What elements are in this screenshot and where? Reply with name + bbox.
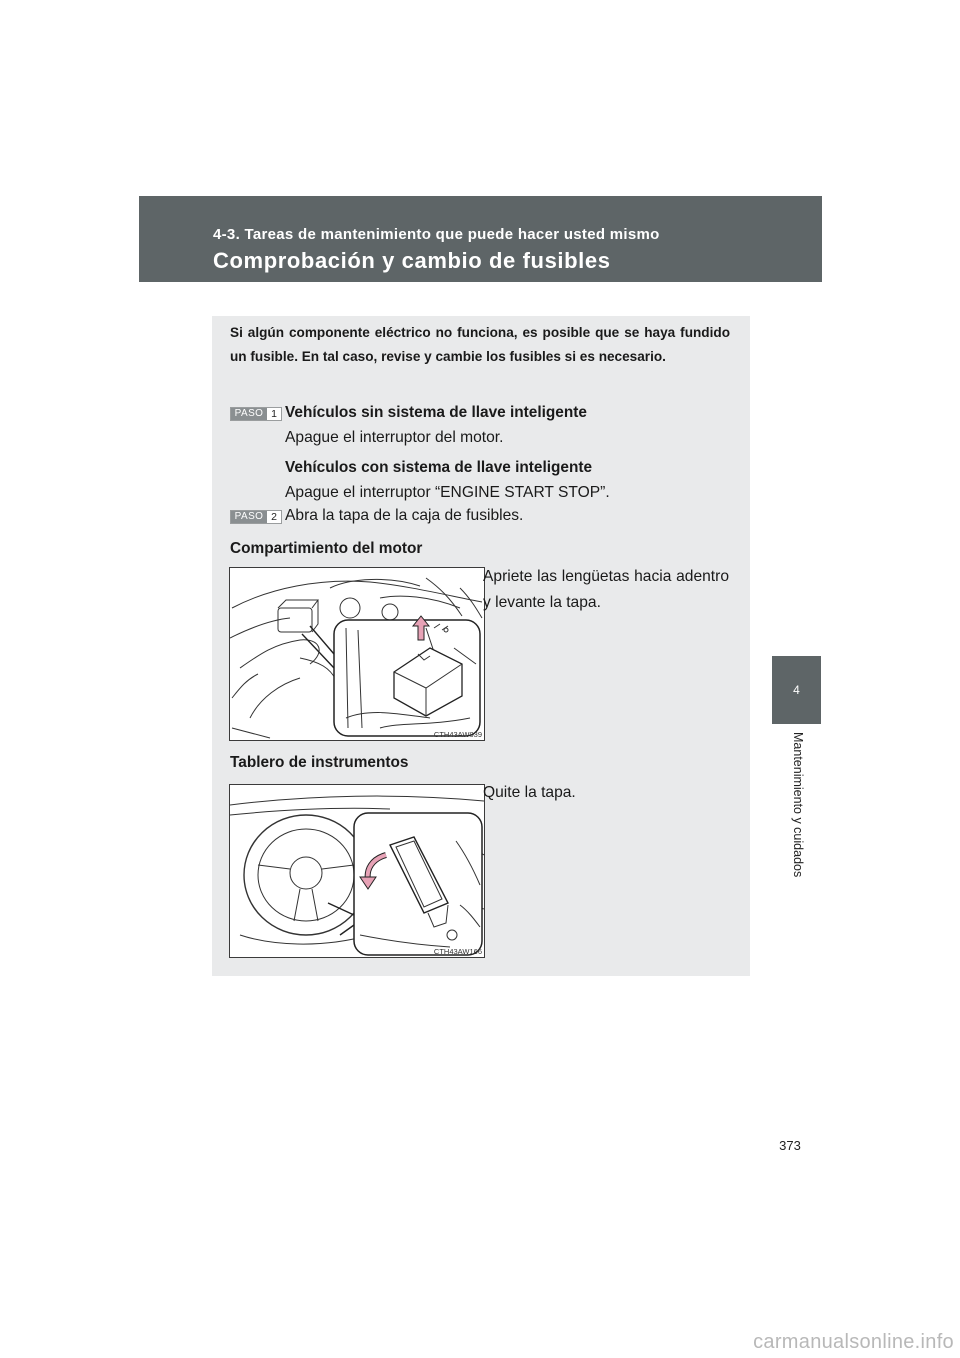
instrument-panel-description: Quite la tapa. — [483, 784, 576, 801]
section-title: 4-3. Tareas de mantenimiento que puede hacer usted mismo — [213, 226, 660, 243]
step-1-badge — [230, 407, 282, 421]
step-1-heading-b: Vehículos con sistema de llave inteligente — [285, 459, 593, 476]
step-1-text-b: Apague el interruptor “ENGINE START STOP”. — [285, 484, 610, 501]
step-1-heading-a: Vehículos sin sistema de llave inteligente — [285, 404, 587, 421]
chapter-tab: 4 — [772, 656, 821, 724]
engine-compartment-heading: Compartimiento del motor — [230, 540, 423, 557]
chapter-tab-label: Mantenimiento y cuidados — [791, 732, 805, 878]
step-2-text: Abra la tapa de la caja de fusibles. — [285, 507, 524, 524]
chapter-header — [139, 196, 822, 282]
engine-compartment-description: Apriete las lengüetas hacia adentro y levante la tapa. — [483, 568, 729, 611]
step-badge-number: 2 — [267, 511, 281, 523]
page-number: 373 — [779, 1138, 801, 1153]
dashboard-drawing — [230, 785, 484, 957]
instrument-panel-fusebox-illustration — [229, 784, 485, 958]
engine-fusebox-illustration — [229, 567, 485, 741]
instrument-panel-heading: Tablero de instrumentos — [230, 754, 409, 771]
figure-code: CTH43AW166 — [433, 947, 482, 956]
step-1-text-a: Apague el interruptor del motor. — [285, 429, 504, 446]
step-badge-word: PASO — [231, 511, 267, 523]
step-badge-number: 1 — [267, 408, 281, 420]
figure-code: CTH43AW039 — [433, 730, 482, 739]
step-badge-word: PASO — [231, 408, 267, 420]
watermark-text: carmanualsonline.info — [753, 1331, 954, 1353]
step-2-badge — [230, 510, 282, 524]
intro-paragraph: Si algún componente eléctrico no funciona, es posible que se haya fundido un fusible. En tal caso, revise y cambie los fusibles si es necesario. — [230, 325, 730, 364]
engine-bay-drawing — [230, 568, 484, 740]
content-panel — [212, 316, 750, 976]
page-title: Comprobación y cambio de fusibles — [213, 248, 611, 273]
